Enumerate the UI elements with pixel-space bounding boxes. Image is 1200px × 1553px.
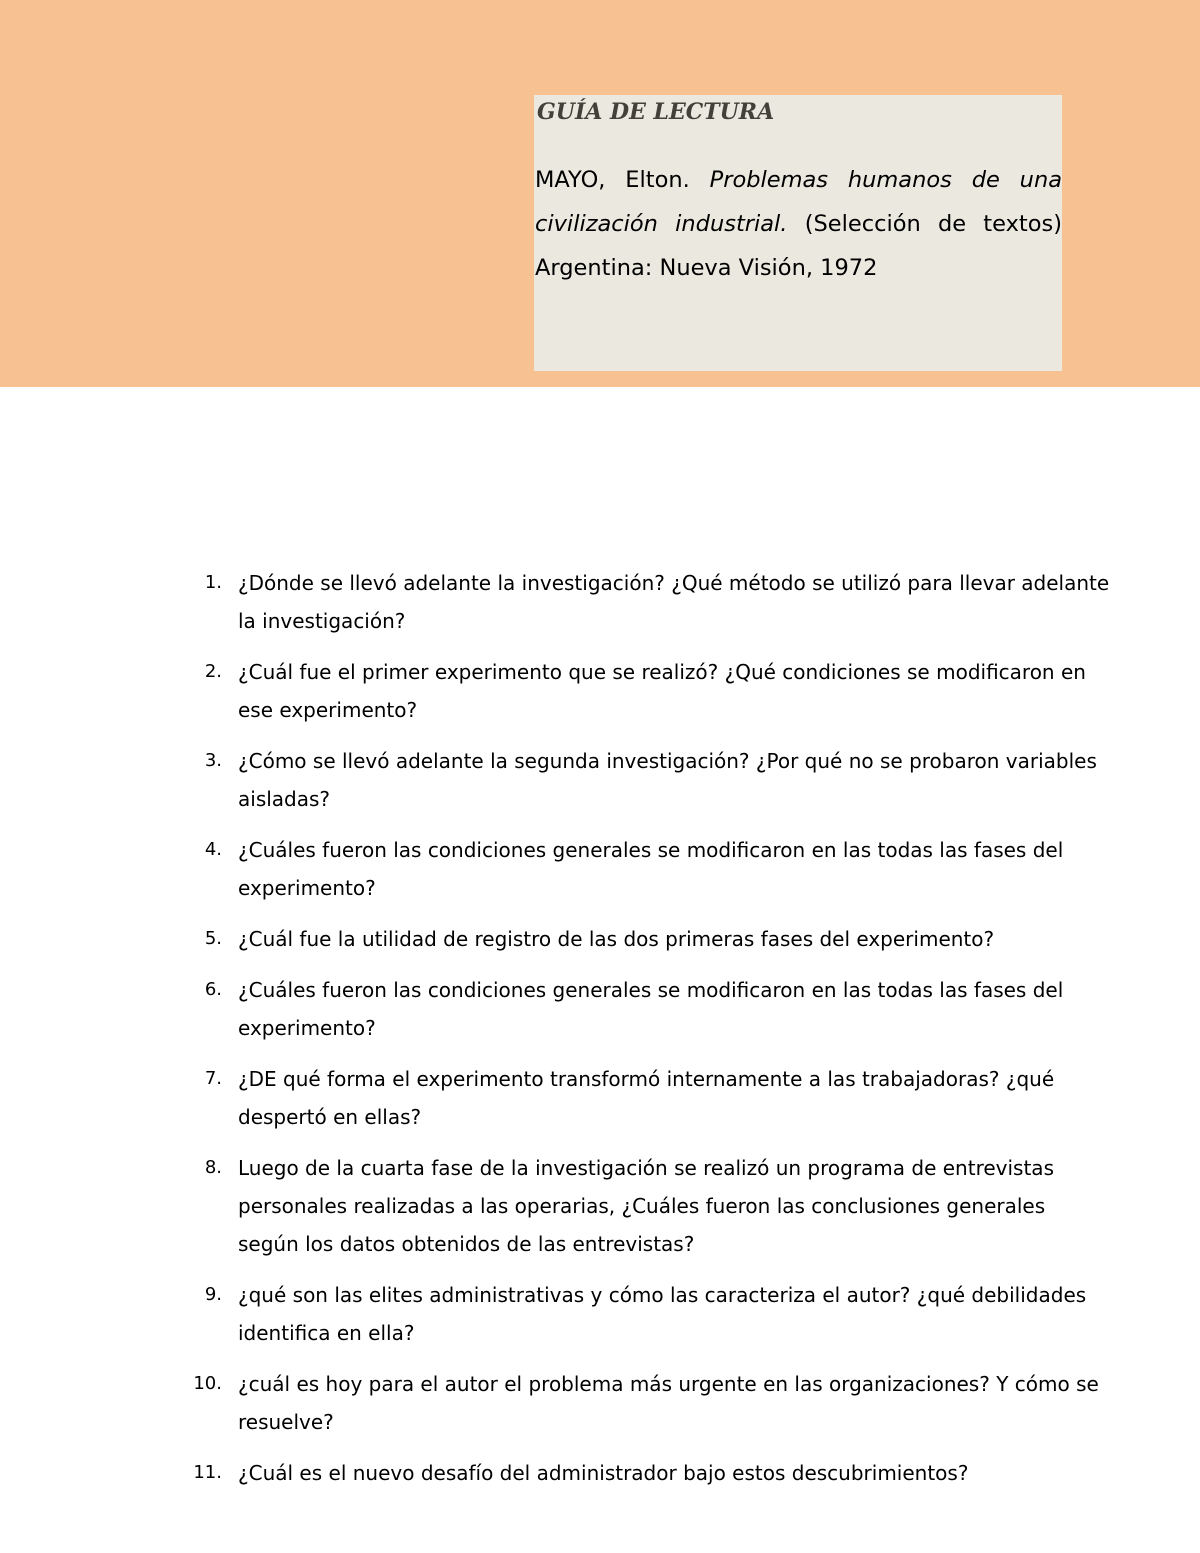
question-item [170, 1454, 1110, 1492]
question-number: 5. [204, 928, 222, 949]
question-text: ¿cuál es hoy para el autor el problema más urgente en las organizaciones? Y cómo se resuelve? [238, 1372, 1099, 1434]
question-text: ¿Cuáles fueron las condiciones generales se modificaron en las todas las fases del experimento? [238, 838, 1064, 900]
question-number: 3. [204, 750, 222, 771]
question-item [170, 971, 1110, 1047]
question-number: 8. [204, 1157, 222, 1178]
question-text: ¿Cómo se llevó adelante la segunda investigación? ¿Por qué no se probaron variables aisladas? [238, 749, 1097, 811]
question-item [170, 742, 1110, 818]
question-text: ¿Cuál fue la utilidad de registro de las dos primeras fases del experimento? [238, 927, 995, 951]
citation-details: (Selección de textos) Argentina: Nueva Visión, 1972 [535, 211, 1062, 281]
question-item [170, 1365, 1110, 1441]
question-text: ¿DE qué forma el experimento transformó internamente a las trabajadoras? ¿qué despertó en ellas? [238, 1067, 1055, 1129]
question-number: 2. [204, 661, 222, 682]
question-item [170, 1060, 1110, 1136]
question-item [170, 831, 1110, 907]
citation-book-title: Problemas humanos de una civilización industrial. [535, 167, 1062, 237]
question-item [170, 920, 1110, 958]
question-text: ¿Dónde se llevó adelante la investigación? ¿Qué método se utilizó para llevar adelante la investigación? [238, 571, 1110, 633]
question-text: Luego de la cuarta fase de la investigación se realizó un programa de entrevistas personales realizadas a las operarias, ¿Cuáles fueron las conclusiones generales según los datos obtenidos de las entrevistas? [238, 1156, 1054, 1256]
question-list [170, 564, 1110, 1505]
question-item [170, 1149, 1110, 1263]
question-number: 7. [204, 1068, 222, 1089]
citation-author: MAYO, Elton. [535, 167, 690, 193]
question-item [170, 653, 1110, 729]
question-number: 9. [204, 1284, 222, 1305]
guide-title: GUÍA DE LECTURA [537, 99, 775, 125]
citation [535, 158, 1062, 290]
question-number: 4. [204, 839, 222, 860]
question-number: 10. [193, 1373, 222, 1394]
question-item [170, 1276, 1110, 1352]
question-number: 6. [204, 979, 222, 1000]
question-item [170, 564, 1110, 640]
question-text: ¿Cuál fue el primer experimento que se realizó? ¿Qué condiciones se modificaron en ese experimento? [238, 660, 1086, 722]
question-number: 1. [204, 572, 222, 593]
question-text: ¿qué son las elites administrativas y cómo las caracteriza el autor? ¿qué debilidades identifica en ella? [238, 1283, 1087, 1345]
question-text: ¿Cuáles fueron las condiciones generales se modificaron en las todas las fases del experimento? [238, 978, 1064, 1040]
question-text: ¿Cuál es el nuevo desafío del administrador bajo estos descubrimientos? [238, 1461, 969, 1485]
question-number: 11. [193, 1462, 222, 1483]
